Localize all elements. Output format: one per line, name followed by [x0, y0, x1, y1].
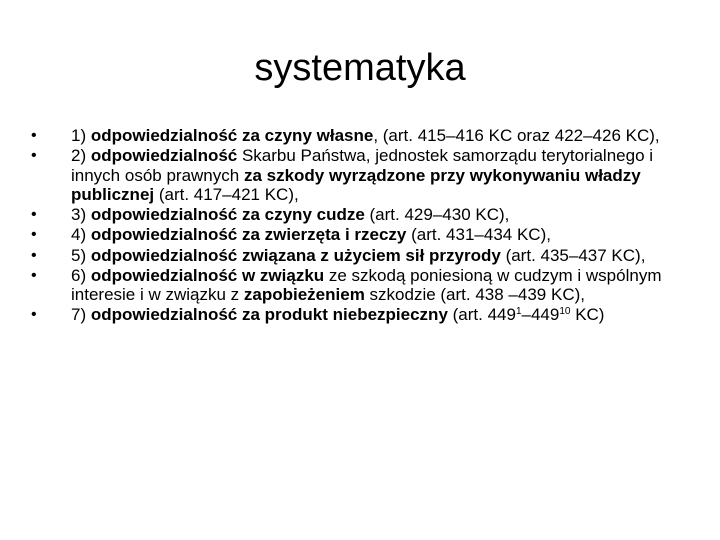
slide-title: systematyka [254, 47, 466, 89]
bullet-item [31, 225, 670, 245]
bullet-marker: • [31, 226, 37, 244]
bold-text: zapobieżeniem [243, 285, 365, 305]
text-segment: szkodzie (art. 438 –439 KC), [364, 285, 585, 305]
bold-text: odpowiedzialność za czyny cudze [90, 205, 365, 225]
text-segment: , (art. 415–416 KC oraz 422–426 KC), [373, 126, 660, 145]
bold-text: odpowiedzialność związana z użyciem sił przyrody [90, 245, 501, 265]
text-segment: 6) [71, 265, 91, 285]
superscript: 1 [515, 306, 522, 318]
bullet-marker: • [31, 127, 37, 144]
bullet-marker: • [31, 266, 37, 284]
text-segment: 2) [71, 146, 91, 166]
text-segment: 5) [71, 245, 91, 265]
text-segment: 1) [71, 126, 91, 145]
text-segment: KC) [570, 305, 605, 325]
bold-text: odpowiedzialność za czyny własne [90, 126, 374, 145]
text-segment: –449 [521, 305, 560, 325]
text-segment: (art. 431–434 KC), [406, 225, 551, 245]
bullet-list [31, 126, 670, 325]
text-segment: 4) [71, 225, 91, 245]
bullet-item [31, 126, 670, 146]
text-segment: (art. 435–437 KC), [500, 245, 646, 265]
bullet-item [31, 146, 670, 205]
bullet-item [31, 245, 670, 266]
bold-text: odpowiedzialność za zwierzęta i rzeczy [90, 225, 407, 245]
text-segment: 7) [71, 305, 91, 325]
bullet-marker: • [31, 246, 37, 264]
text-segment: (art. 429–430 KC), [364, 205, 510, 225]
bullet-item [31, 205, 670, 225]
text-segment: ze szkodą poniesioną w cudzym i wspólnym interesie i w związku z [71, 265, 662, 305]
bullet-item [31, 305, 670, 325]
text-segment: Skarbu Państwa, jednostek samorządu terytorialnego i innych osób prawnych [71, 146, 654, 185]
text-segment: (art. 417–421 KC), [154, 185, 299, 205]
text-segment: (art. 449 [447, 305, 516, 325]
superscript: 10 [559, 306, 571, 318]
bullet-item [31, 265, 670, 305]
bold-text: odpowiedzialność [90, 146, 238, 166]
bold-text: odpowiedzialność za produkt niebezpieczny [90, 305, 448, 325]
bold-text: za szkody wyrządzone przy wykonywaniu władzy publicznej [71, 165, 641, 205]
bullet-marker: • [31, 306, 37, 324]
bullet-marker: • [31, 206, 37, 224]
text-segment: 3) [71, 205, 91, 225]
bullet-marker: • [31, 147, 37, 165]
bold-text: odpowiedzialność w związku [90, 265, 325, 285]
